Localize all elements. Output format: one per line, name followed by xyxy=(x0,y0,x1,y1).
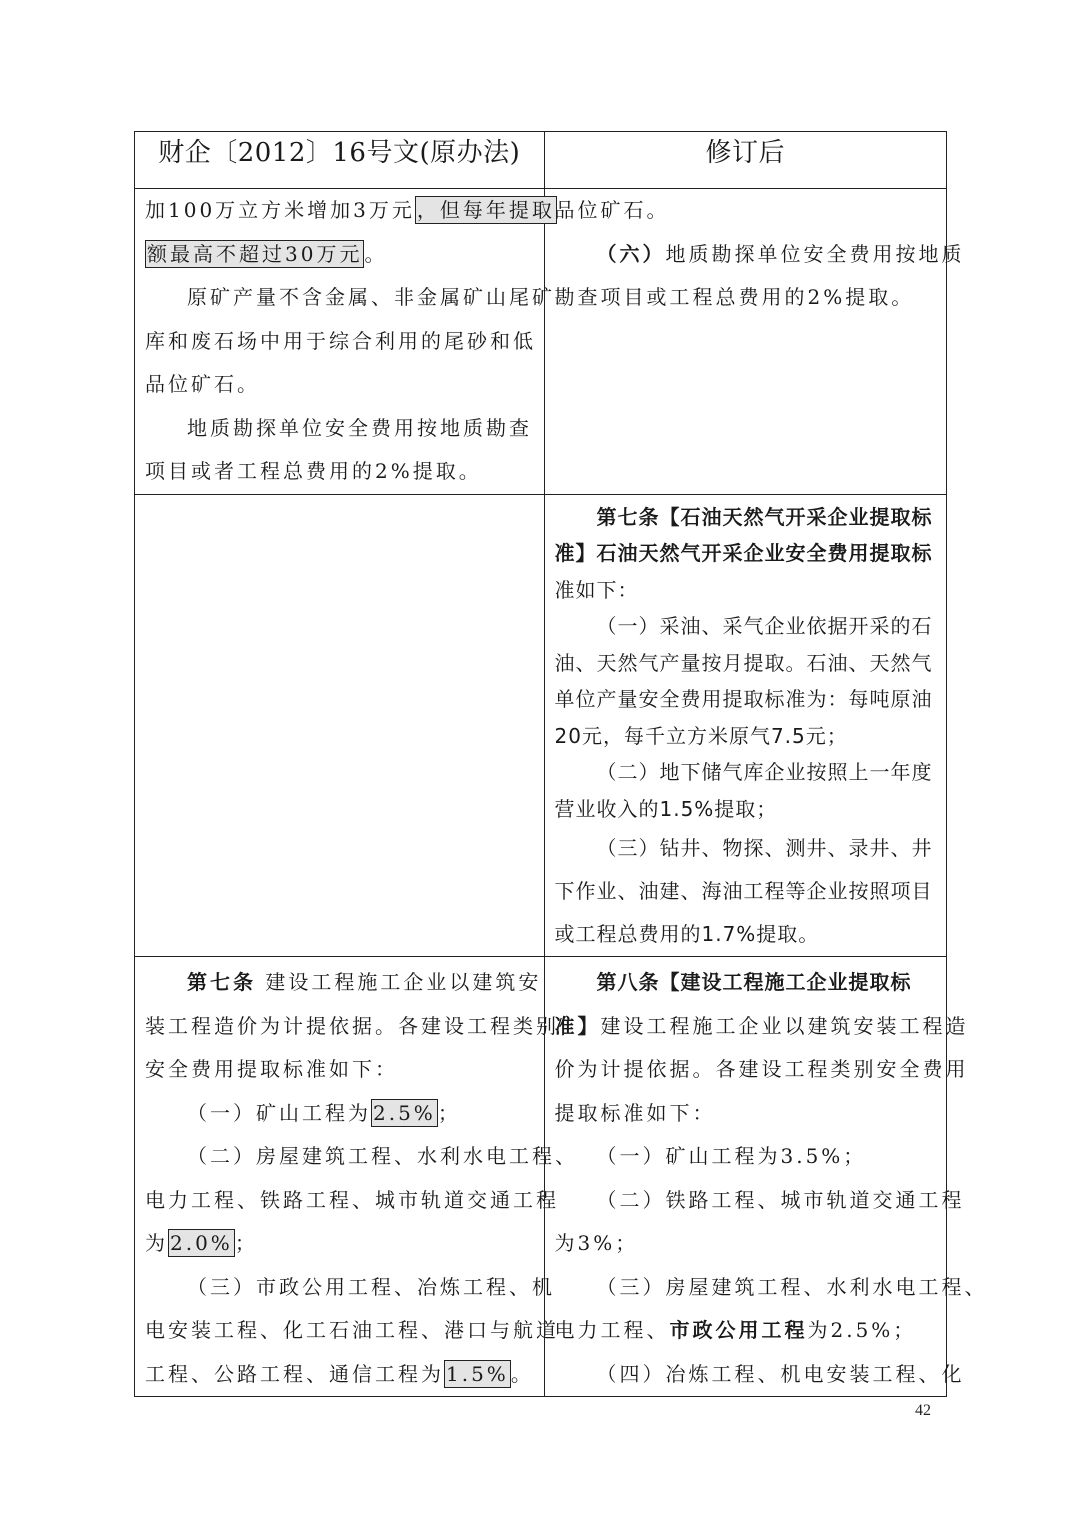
text-line: 勘查项目或工程总费用的2%提取。 xyxy=(554,285,915,309)
text-line: （六）地质勘探单位安全费用按地质 xyxy=(596,241,965,266)
text-line: 为 2.0% ； xyxy=(145,1231,258,1255)
text-line: 电力工程、铁路工程、城市轨道交通工程 xyxy=(145,1187,559,1212)
original-cell-empty xyxy=(135,494,545,957)
highlight-deleted: 2.5% xyxy=(373,1100,436,1125)
text-line: 提取标准如下： xyxy=(554,1100,716,1125)
text-line: 营业收入的1.5%提取； xyxy=(554,796,778,821)
text-line: （二）房屋建筑工程、水利水电工程、 xyxy=(187,1144,578,1168)
text-line: 额最高不超过30万元 。 xyxy=(147,241,388,266)
text-line: 为3%； xyxy=(554,1231,639,1255)
revised-cell xyxy=(544,494,947,957)
text-line: 库和废石场中用于综合利用的尾砂和低 xyxy=(145,328,536,353)
text-line: 第八条【建设工程施工企业提取标 xyxy=(596,970,912,994)
page-number: 42 xyxy=(915,1402,931,1419)
text-line: 电安装工程、化工石油工程、港口与航道 xyxy=(145,1318,559,1342)
text-line: 或工程总费用的1.7%提取。 xyxy=(554,922,820,946)
table-row xyxy=(135,957,947,1397)
original-cell xyxy=(135,189,555,495)
highlight-deleted: ，但每年提取 xyxy=(416,198,555,222)
text-line: （二）铁路工程、城市轨道交通工程 xyxy=(596,1187,965,1212)
header-row xyxy=(135,132,947,189)
highlight-deleted: 2.0% xyxy=(170,1231,233,1255)
text-line: 电力工程、市政公用工程为2.5%； xyxy=(554,1318,917,1342)
text-line: 项目或者工程总费用的2%提取。 xyxy=(145,459,482,483)
text-line: 装工程造价为计提依据。各建设工程类别 xyxy=(145,1013,559,1038)
highlight-deleted: 额最高不超过30万元 xyxy=(147,241,363,266)
text-line: 准】建设工程施工企业以建筑安装工程造 xyxy=(554,1013,969,1038)
text-line: 第七条【石油天然气开采企业提取标 xyxy=(596,504,933,529)
text-line: （一）矿山工程为3.5%； xyxy=(596,1144,867,1168)
comparison-table xyxy=(134,131,988,1397)
text-line: 油、天然气产量按月提取。石油、天然气 xyxy=(554,650,933,675)
text-line: 第七条 建设工程施工企业以建筑安 xyxy=(187,970,542,994)
text-line: 品位矿石。 xyxy=(145,372,260,396)
text-line: 工程、公路工程、通信工程为 1.5% 。 xyxy=(145,1361,534,1386)
text-line: （二）地下储气库企业按照上一年度 xyxy=(596,760,933,784)
text-line: 地质勘探单位安全费用按地质勘查 xyxy=(187,415,532,440)
text-line: 原矿产量不含金属、非金属矿山尾矿 xyxy=(187,285,555,309)
text-line: 20元，每千立方米原气7.5元； xyxy=(554,723,848,748)
revised-cell xyxy=(544,189,965,495)
text-line: 下作业、油建、海油工程等企业按照项目 xyxy=(554,879,933,903)
text-line: 价为计提依据。各建设工程类别安全费用 xyxy=(554,1057,969,1081)
table-row xyxy=(135,494,947,957)
text-line: 品位矿石。 xyxy=(554,198,670,222)
text-line: （四）冶炼工程、机电安装工程、化 xyxy=(596,1361,965,1386)
text-line: （三）房屋建筑工程、水利水电工程、 xyxy=(596,1274,988,1299)
header-original: 财企〔2012〕16号文(原办法) xyxy=(135,132,545,189)
text-line: （一）矿山工程为 2.5% ； xyxy=(187,1100,461,1125)
header-revised: 修订后 xyxy=(544,132,947,189)
text-line: 单位产量安全费用提取标准为：每吨原油 xyxy=(554,687,933,711)
text-line: 安全费用提取标准如下： xyxy=(145,1057,398,1081)
text-line: （一）采油、采气企业依据开采的石 xyxy=(596,614,933,638)
text-line: （三）钻井、物探、测井、录井、井 xyxy=(596,836,933,860)
text-line: （三）市政公用工程、冶炼工程、机 xyxy=(187,1274,555,1299)
highlight-deleted: 1.5% xyxy=(446,1361,509,1386)
text-line: 准如下： xyxy=(554,577,639,602)
original-cell xyxy=(135,957,578,1397)
revised-cell xyxy=(544,957,988,1397)
text-line: 准】石油天然气开采企业安全费用提取标 xyxy=(554,541,933,565)
text-line: 加100万立方米增加3万元 ，但每年提取 xyxy=(145,198,555,222)
table-row xyxy=(135,189,947,495)
